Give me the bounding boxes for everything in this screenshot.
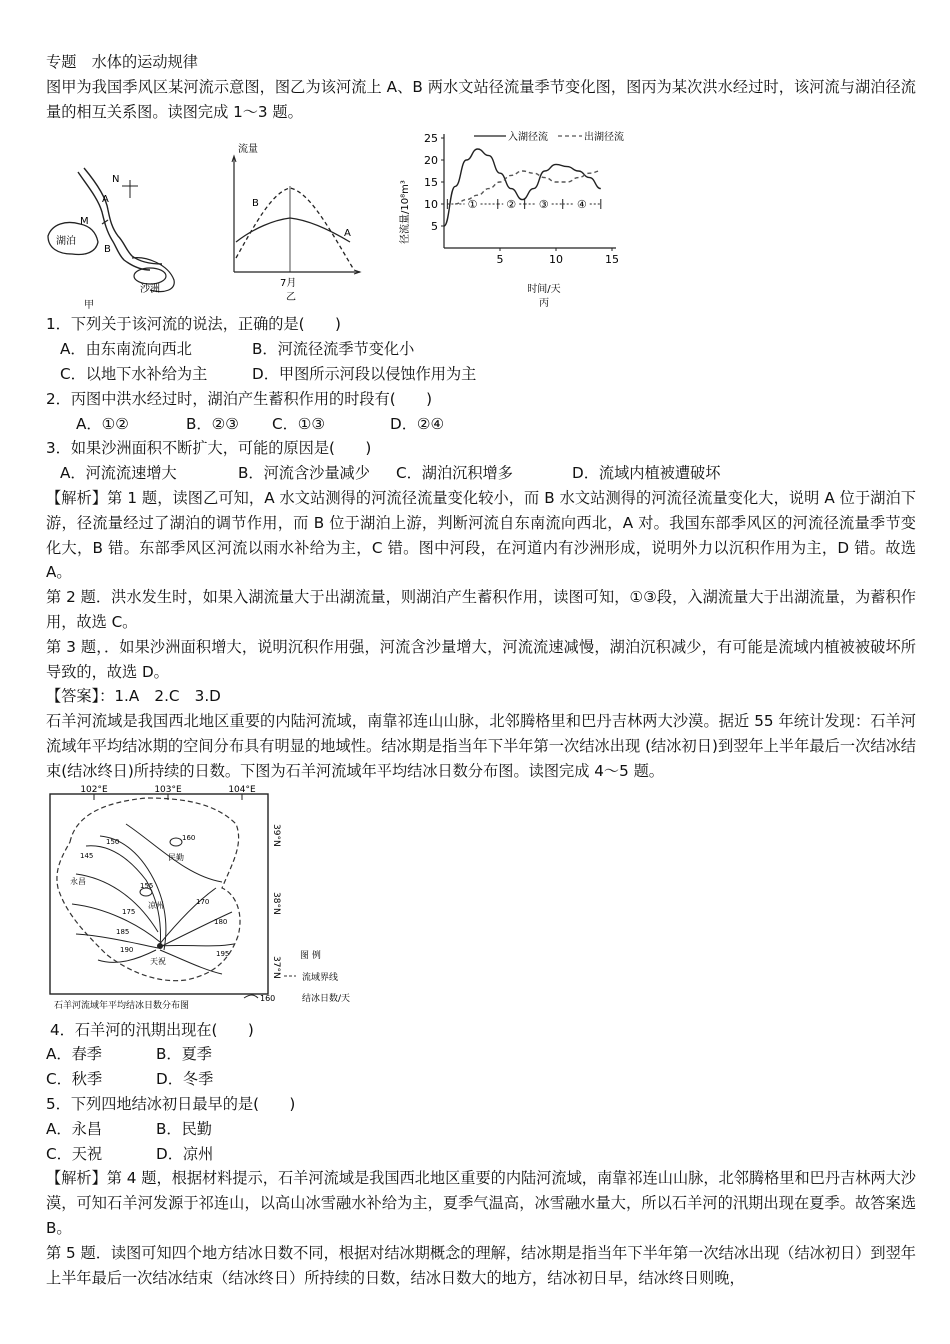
point-m-label: M bbox=[80, 216, 89, 228]
question-4-options-row-1 bbox=[46, 1042, 916, 1067]
bing-xlabel: 时间/天 bbox=[527, 284, 561, 296]
question-5-options-row-2 bbox=[46, 1142, 916, 1167]
figure-bing-chart bbox=[368, 124, 626, 310]
q3-option-c[interactable]: C．湖泊沉积增多 bbox=[396, 464, 513, 483]
isoline-label-145: 145 bbox=[80, 851, 94, 860]
bing-ytick-label: 10 bbox=[424, 198, 438, 212]
isoline-label-155: 155 bbox=[140, 881, 154, 890]
isoline-label-175: 175 bbox=[122, 907, 136, 916]
bing-segment-label: ① bbox=[467, 198, 478, 212]
legend-isoline-value: 160 bbox=[260, 993, 276, 1003]
answer-1-3: 【答案】：1.A 2.C 3.D bbox=[46, 687, 221, 706]
figure-row-1 bbox=[46, 124, 916, 312]
question-2-options bbox=[46, 412, 916, 437]
bing-ytick-label: 25 bbox=[424, 132, 438, 146]
q5-option-c[interactable]: C．天祝 bbox=[46, 1144, 103, 1163]
lat-label-38: 38°N bbox=[271, 891, 281, 915]
analysis-q5: 第 5 题．读图可知四个地方结冰日数不同，根据对结冰期概念的理解，结冰期是指当年下半年第一次结冰出现（结冰初日）到翌年上半年最后一次结冰结束（结冰终日）所持续的日数，结冰日数大的地方，结冰初日早，结冰终日则晚， bbox=[46, 1243, 916, 1287]
bing-ytick-label: 20 bbox=[424, 154, 438, 168]
q2-option-d[interactable]: D．②④ bbox=[390, 414, 445, 433]
analysis-q1: 【解析】第 1 题，读图乙可知，A 水文站测得的河流径流量变化较小，而 B 水文站测得的河流径流量变化大，说明 A 位于湖泊下游，径流量经过了湖泊的调节作用，而 B 位于湖泊上游，判断河流自东南流向西北，A 对。我国东部季风区的河流径流量季节变化大，B 错。东部季风区河流以雨水补给为主，C 错。图中河段，在河道内有沙洲形成，说明外力以沉积作用为主，D 错。故选 A。 bbox=[46, 488, 916, 582]
q3-option-b[interactable]: B．河流含沙量减少 bbox=[238, 464, 370, 483]
figure-shiyang-map bbox=[46, 784, 916, 1018]
isoline-label-190: 190 bbox=[120, 945, 134, 954]
isoline-label-150: 150 bbox=[106, 837, 120, 846]
page-title: 专题 水体的运动规律 bbox=[46, 53, 198, 71]
q5-option-b[interactable]: B．民勤 bbox=[156, 1119, 212, 1138]
q2-option-a[interactable]: A．①② bbox=[76, 414, 129, 433]
figure-yi-runoff-chart bbox=[224, 130, 364, 308]
question-5-options-row-1 bbox=[46, 1117, 916, 1142]
legend-isoline-label: 结冰日数/天 bbox=[302, 993, 351, 1004]
q4-option-c[interactable]: C．秋季 bbox=[46, 1070, 103, 1089]
town-minqin: 民勤 bbox=[168, 852, 184, 862]
figure-yi-caption: 乙 bbox=[286, 292, 296, 304]
q4-option-a[interactable]: A．春季 bbox=[46, 1045, 102, 1064]
question-3: 3．如果沙洲面积不断扩大，可能的原因是( ) bbox=[46, 439, 372, 458]
q5-option-d[interactable]: D．凉州 bbox=[156, 1144, 214, 1163]
q3-option-a[interactable]: A．河流流速增大 bbox=[60, 464, 177, 483]
q3-option-d[interactable]: D．流域内植被遭破坏 bbox=[572, 464, 721, 483]
analysis-q2: 第 2 题．洪水发生时，如果入湖流量大于出湖流量，则湖泊产生蓄积作用，读图可知，①③段，入湖流量大于出湖流量，为蓄积作用，故选 C。 bbox=[46, 588, 916, 631]
bing-xtick-label: 5 bbox=[496, 253, 504, 267]
bing-ylabel: 径流量/10⁸m³ bbox=[400, 180, 411, 245]
question-4: 4．石羊河的汛期出现在( ) bbox=[50, 1020, 254, 1039]
document-page bbox=[46, 50, 916, 1290]
town-yongchang: 永昌 bbox=[70, 876, 86, 886]
q2-option-b[interactable]: B．②③ bbox=[186, 414, 239, 433]
north-label: N bbox=[112, 174, 120, 186]
question-1-options-row-1 bbox=[46, 337, 916, 362]
bing-legend-inflow: 入湖径流 bbox=[508, 132, 548, 144]
bing-ytick-label: 15 bbox=[424, 176, 438, 190]
q1-option-d[interactable]: D．甲图所示河段以侵蚀作用为主 bbox=[252, 364, 477, 383]
legend-boundary: 流域界线 bbox=[302, 972, 339, 983]
station-b-label: B bbox=[104, 244, 111, 256]
q1-option-c[interactable]: C．以地下水补给为主 bbox=[60, 364, 208, 383]
yi-month-label: 7月 bbox=[280, 278, 297, 290]
isoline-label-195: 195 bbox=[216, 949, 230, 958]
q2-option-c[interactable]: C．①③ bbox=[272, 414, 326, 433]
lat-label-39: 39°N bbox=[271, 823, 281, 847]
sandbar-label: 沙洲 bbox=[140, 284, 160, 296]
question-5: 5．下列四地结冰初日最早的是( ) bbox=[46, 1094, 296, 1113]
yi-label-b: B bbox=[252, 198, 259, 210]
question-1: 1．下列关于该河流的说法，正确的是( ) bbox=[46, 315, 341, 334]
q1-option-b[interactable]: B．河流径流季节变化小 bbox=[252, 340, 415, 359]
bing-xtick-label: 15 bbox=[605, 253, 619, 267]
figure-jia-caption: 甲 bbox=[84, 300, 94, 311]
town-liangzhou: 凉州 bbox=[148, 900, 164, 910]
q4-option-d[interactable]: D．冬季 bbox=[156, 1070, 214, 1089]
bing-legend-outflow: 出湖径流 bbox=[584, 132, 624, 144]
lat-label-37: 37°N bbox=[271, 955, 281, 979]
intro-paragraph-1: 图甲为我国季风区某河流示意图，图乙为该河流上 A、B 两水文站径流量季节变化图，图丙为某次洪水经过时，该河流与湖泊径流量的相互关系图。读图完成 1～3 题。 bbox=[46, 77, 916, 121]
q5-option-a[interactable]: A．永昌 bbox=[46, 1119, 102, 1138]
question-4-options-row-2 bbox=[46, 1067, 916, 1092]
isoline-label-180: 180 bbox=[214, 917, 228, 926]
yi-ylabel: 流量 bbox=[238, 144, 258, 156]
question-1-options-row-2 bbox=[46, 362, 916, 387]
bing-segment-label: ② bbox=[506, 198, 517, 212]
yi-label-a: A bbox=[344, 228, 351, 240]
legend-title: 图 例 bbox=[300, 950, 321, 961]
isoline-label-160: 160 bbox=[182, 833, 196, 842]
figure-jia-river-map bbox=[46, 124, 180, 310]
bing-ytick-label: 5 bbox=[431, 220, 438, 234]
lon-label-102: 102°E bbox=[80, 784, 108, 795]
shiyang-map-svg bbox=[46, 784, 376, 1016]
analysis-q4: 【解析】第 4 题，根据材料提示，石羊河流域是我国西北地区重要的内陆河流域，南靠祁连山山脉，北邻腾格里和巴丹吉林两大沙漠，可知石羊河发源于祁连山，以高山冰雪融水补给为主，夏季气温高，冰雪融水量大，所以石羊河的汛期出现在夏季。故答案选 B。 bbox=[46, 1169, 916, 1237]
town-tianzhu: 天祝 bbox=[150, 956, 166, 966]
bing-xtick-label: 10 bbox=[549, 253, 563, 267]
isoline-label-170: 170 bbox=[196, 897, 210, 906]
bing-series-inflow bbox=[444, 149, 601, 226]
lon-label-104: 104°E bbox=[228, 784, 256, 795]
q4-option-b[interactable]: B．夏季 bbox=[156, 1045, 212, 1064]
station-a-label: A bbox=[102, 194, 109, 206]
intro-paragraph-2: 石羊河流域是我国西北地区重要的内陆河流域，南靠祁连山山脉，北邻腾格里和巴丹吉林两大沙漠。据近 55 年统计发现：石羊河流域年平均结冰期的空间分布具有明显的地域性。结冰期是指当年下半年第一次结冰出现 (结冰初日)到翌年上半年最后一次结冰结束(结冰终日)所持续的日数。下图为石羊河流域年平均结冰日数分布图。读图完成 4～5 题。 bbox=[46, 712, 916, 780]
lake-label: 湖泊 bbox=[56, 236, 76, 248]
question-2: 2．丙图中洪水经过时，湖泊产生蓄积作用的时段有( ) bbox=[46, 389, 433, 408]
bing-caption: 丙 bbox=[539, 298, 549, 310]
map-caption: 石羊河流域年平均结冰日数分布图 bbox=[54, 1000, 190, 1011]
question-3-options bbox=[46, 461, 916, 486]
bing-marks bbox=[444, 149, 601, 226]
isoline-label-185: 185 bbox=[116, 927, 130, 936]
q1-option-a[interactable]: A．由东南流向西北 bbox=[60, 340, 192, 359]
bing-segment-label: ④ bbox=[576, 198, 587, 212]
lon-label-103: 103°E bbox=[154, 784, 182, 795]
analysis-q3: 第 3 题，．如果沙洲面积增大，说明沉积作用强，河流含沙量增大，河流流速减慢，湖泊沉积减少，有可能是流域内植被被破坏所导致的，故选 D。 bbox=[46, 637, 916, 681]
bing-segment-label: ③ bbox=[538, 198, 549, 212]
